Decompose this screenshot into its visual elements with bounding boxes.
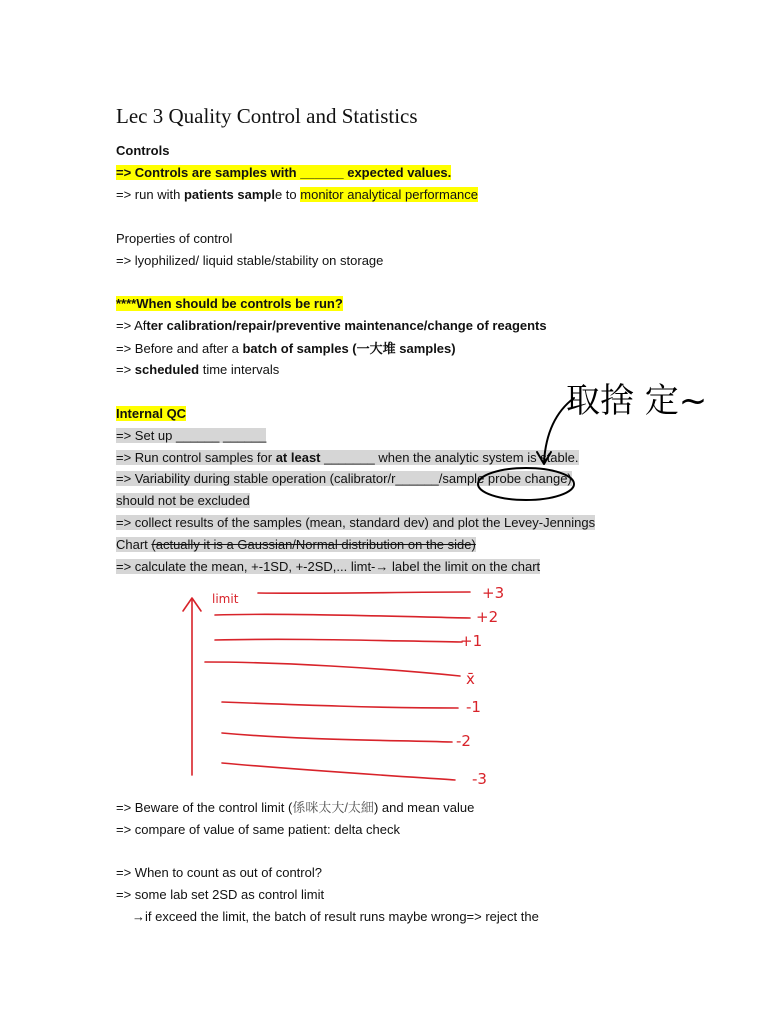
properties-line-1: => lyophilized/ liquid stable/stability on storage (116, 253, 384, 268)
bold-text: ter calibration/repair/preventive maintenance/change of reagents (146, 318, 547, 333)
bold-text: scheduled (134, 362, 200, 377)
highlighted-text: Internal QC (116, 406, 187, 421)
internal-qc-line-2 (116, 448, 579, 468)
text-run: ) and mean value (373, 800, 475, 815)
line-plus-3 (258, 592, 470, 593)
highlighted-text: => Controls are samples with ______ expected values. (116, 165, 452, 180)
label-plus-3: +3 (482, 584, 505, 602)
when-run-line-1 (116, 316, 547, 336)
highlighted-text: ****When should be controls be run? (116, 296, 343, 311)
shaded-text: => collect results of the samples (mean, standard dev) and plot the Levey-Jennings (116, 515, 596, 530)
internal-qc-line-5 (116, 513, 595, 533)
internal-qc-line-6 (116, 535, 476, 555)
text-run: time intervals (199, 362, 280, 377)
shaded-text: should not be excluded (116, 493, 250, 508)
label-minus-2: -2 (456, 732, 471, 750)
limit-arrowhead (183, 598, 201, 611)
text-run: => Run control samples for (116, 450, 276, 465)
shaded-text: => Variability during stable operation (calibrator/r______/sample probe change) (116, 471, 572, 486)
cjk-text: 係咪太大/太細 (292, 800, 374, 815)
text-run: => Af (116, 318, 147, 333)
text-run: Chart (116, 537, 152, 552)
when-run-line-2 (116, 339, 456, 359)
after-chart-line-4: => some lab set 2SD as control limit (116, 887, 325, 902)
label-minus-1: -1 (466, 698, 481, 716)
line-minus-3 (222, 763, 455, 780)
when-run-heading (116, 294, 343, 314)
shaded-text: => calculate the mean, +-1SD, +-2SD,... limt-→ label the limit on the chart (116, 559, 541, 574)
text-run: => Beware of the control limit ( (116, 800, 293, 815)
strikethrough-text: (actually it is a Gaussian/Normal distribution on the side) (151, 537, 476, 552)
bold-text: at least (275, 450, 321, 465)
controls-line-2 (116, 185, 478, 205)
properties-heading: Properties of control (116, 231, 233, 246)
text-run: => Before and after a (116, 341, 243, 356)
text-run: e to (274, 187, 301, 202)
after-chart-line-2: => compare of value of same patient: delta check (116, 822, 401, 837)
label-mean: x̄ (466, 670, 475, 688)
line-minus-1 (222, 702, 458, 708)
text-run: => run with (116, 187, 184, 202)
shaded-text (116, 450, 579, 465)
highlighted-text: monitor analytical performance (300, 187, 479, 202)
label-plus-1: +1 (460, 632, 483, 650)
after-chart-line-5: →if exceed the limit, the batch of result runs maybe wrong=> reject the (132, 909, 539, 924)
internal-qc-line-7 (116, 557, 540, 577)
line-plus-1 (215, 639, 462, 642)
text-run: => (116, 362, 135, 377)
controls-heading: Controls (116, 143, 170, 158)
limit-label: limit (212, 592, 239, 606)
after-chart-line-1 (116, 798, 474, 818)
internal-qc-heading (116, 404, 186, 424)
after-chart-line-3: => When to count as out of control? (116, 865, 322, 880)
page-title: Lec 3 Quality Control and Statistics (116, 104, 418, 128)
internal-qc-line-1 (116, 426, 266, 446)
bold-text: patients sampl (183, 187, 275, 202)
label-minus-3: -3 (472, 770, 487, 788)
when-run-line-3 (116, 360, 279, 380)
line-plus-2 (215, 614, 470, 618)
line-minus-2 (222, 733, 452, 742)
shaded-text (116, 537, 476, 552)
label-plus-2: +2 (476, 608, 499, 626)
handwritten-note: 取捨 定~ (566, 381, 708, 421)
shaded-text: => Set up ______ ______ (116, 428, 267, 443)
text-run: _______ when the analytic system is stable. (320, 450, 579, 465)
bold-text: batch of samples (一大堆 samples) (242, 341, 456, 356)
internal-qc-line-3 (116, 469, 572, 489)
mean-line (205, 662, 460, 676)
internal-qc-line-4 (116, 491, 250, 511)
controls-line-1 (116, 163, 451, 183)
